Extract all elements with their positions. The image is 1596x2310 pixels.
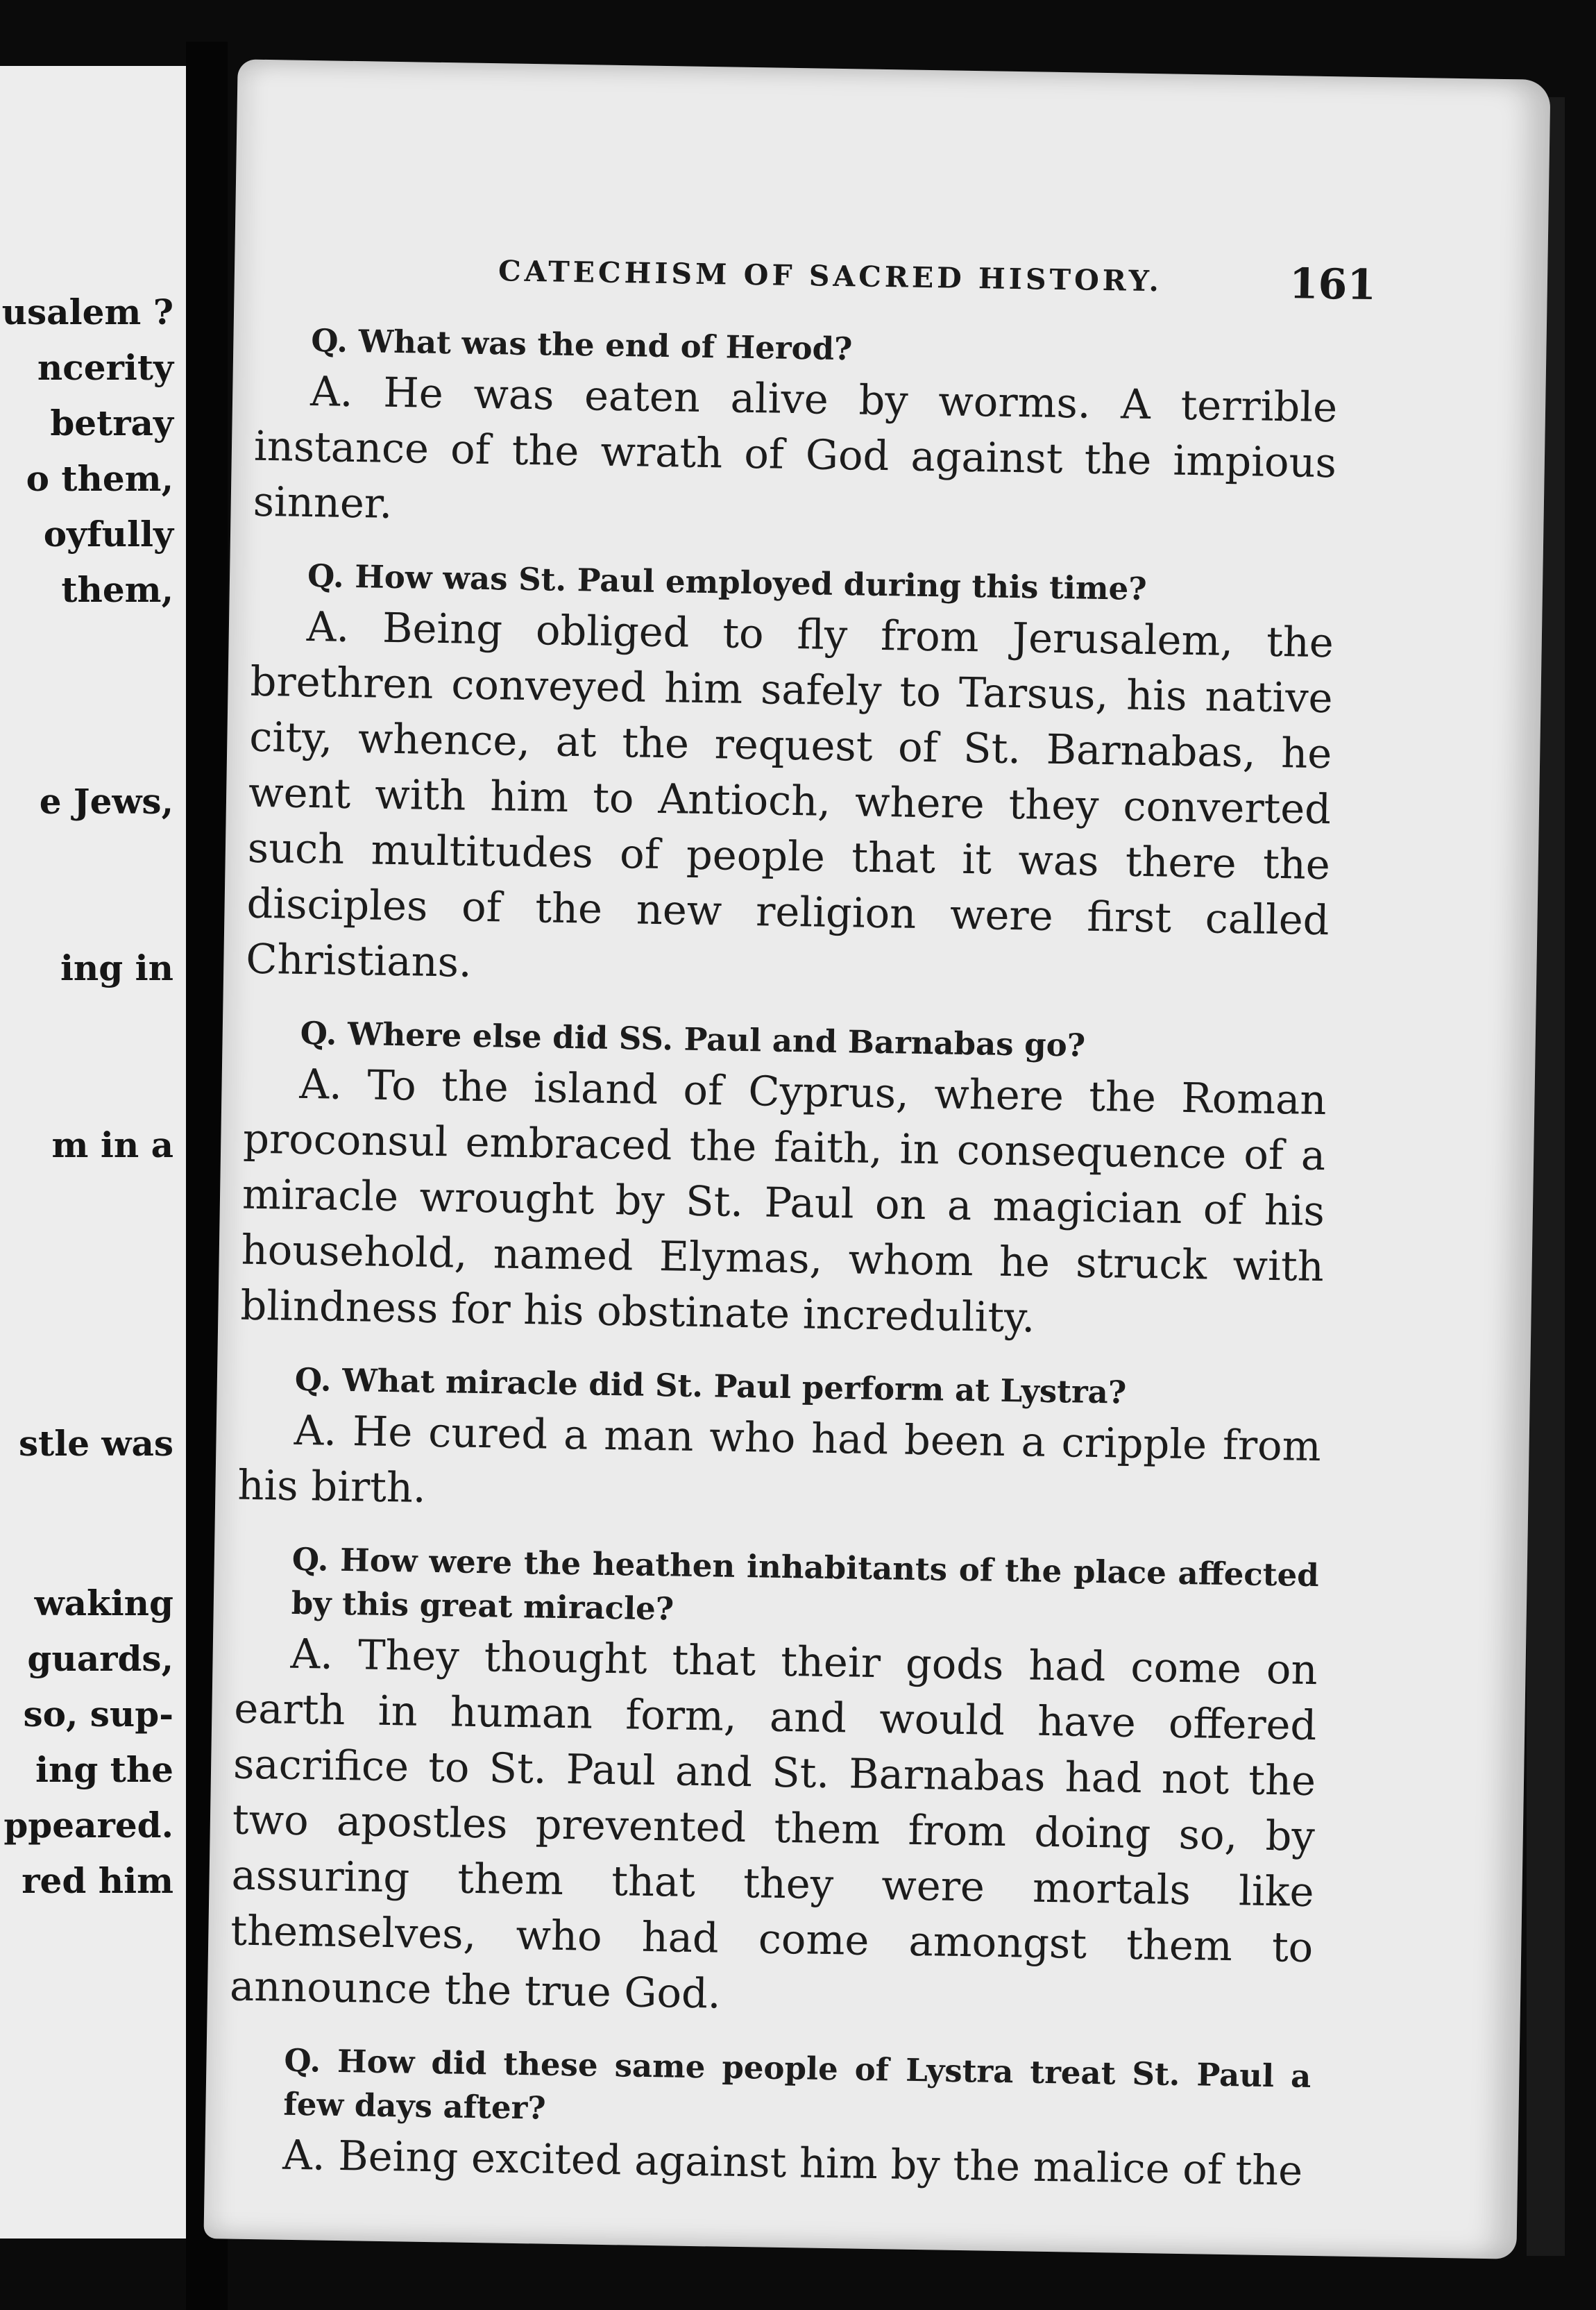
left-page-fragment: m in a bbox=[51, 1124, 173, 1165]
left-page-fragment: guards, bbox=[27, 1638, 173, 1679]
page-header bbox=[234, 243, 1547, 319]
left-page-fragment: ing in bbox=[60, 947, 173, 988]
answer-text: A. Being excited against him by the malice of the bbox=[282, 2130, 1303, 2195]
answer-text: A. He cured a man who had been a cripple from his birth. bbox=[237, 1406, 1322, 1512]
left-page-fragment: so, sup- bbox=[23, 1694, 173, 1735]
answer-text: A. He was eaten alive by worms. A terrible instance of the wrath of God against the impious sinner. bbox=[253, 367, 1338, 528]
left-page-fragment: red him bbox=[22, 1860, 173, 1901]
qa-block bbox=[230, 1537, 1320, 2031]
left-page bbox=[0, 66, 186, 2239]
question-text: Q. What was the end of Herod? bbox=[311, 322, 853, 368]
qa-block bbox=[237, 1357, 1322, 1530]
right-page bbox=[203, 59, 1550, 2259]
question-text: Q. How were the heathen inhabitants of the place affected by this great miracle? bbox=[291, 1540, 1320, 1628]
running-title: CATECHISM OF SACRED HISTORY. bbox=[498, 254, 1163, 298]
left-page-fragment: usalem ? bbox=[1, 292, 173, 332]
left-page-fragment: oyfully bbox=[43, 514, 173, 555]
question-text: Q. Where else did SS. Paul and Barnabas go? bbox=[300, 1014, 1086, 1064]
qa-block bbox=[253, 318, 1339, 546]
left-page-fragment: stle was bbox=[18, 1423, 173, 1464]
left-page-fragment: ppeared. bbox=[3, 1805, 173, 1846]
page-number: 161 bbox=[1289, 260, 1377, 310]
answer-text: A. To the island of Cyprus, where the Roman proconsul embraced the faith, in consequence of a miracle wrought by St. Paul on a magician of his household, named Elymas, whom he struck with blindness for his obstinate incredulity. bbox=[240, 1059, 1327, 1342]
answer-text: A. They thought that their gods had come on earth in human form, and would have offered sacrifice to St. Paul and St. Barnabas had not the two apostles prevented them from doing so, by assuring them that they were mortals like themselves, who had come amongst them to announce the true God. bbox=[229, 1629, 1318, 2018]
left-page-fragment: o them, bbox=[26, 458, 173, 499]
answer-text: A. Being obliged to fly from Jerusalem, the brethren conveyed him safely to Tarsus, his native city, whence, at the request of St. Barnabas, he went with him to Antioch, where they converted such multitudes of people that it was there the disciples of the new religion were first called Christians. bbox=[245, 602, 1334, 986]
question-text: Q. How did these same people of Lystra treat St. Paul a few days after? bbox=[283, 2041, 1311, 2127]
left-page-fragment: waking bbox=[34, 1583, 173, 1624]
left-page-fragment: ing the bbox=[35, 1749, 173, 1790]
left-page-fragment: them, bbox=[61, 569, 173, 610]
qa-block bbox=[227, 2037, 1311, 2198]
left-page-fragment: ncerity bbox=[37, 347, 173, 388]
qa-block bbox=[246, 553, 1335, 1004]
left-page-fragment: betray bbox=[50, 403, 173, 444]
question-text: Q. How was St. Paul employed during this time? bbox=[307, 557, 1148, 607]
question-text: Q. What miracle did St. Paul perform at Lystra? bbox=[294, 1360, 1127, 1411]
qa-block bbox=[240, 1011, 1327, 1350]
page-body bbox=[226, 318, 1339, 2223]
left-page-fragment: e Jews, bbox=[39, 781, 173, 822]
